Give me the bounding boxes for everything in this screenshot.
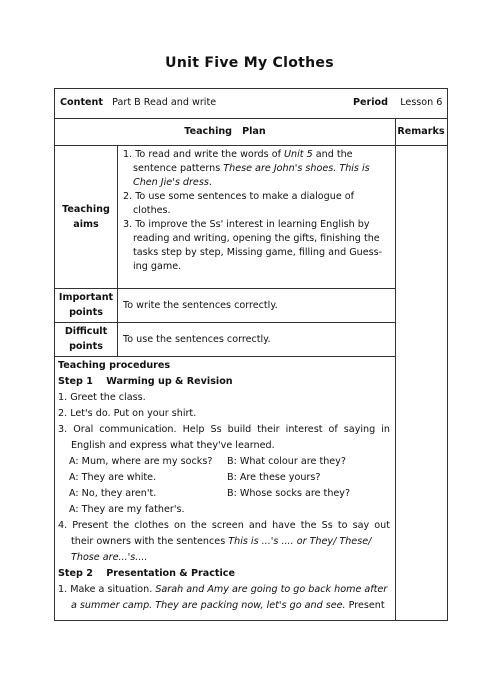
remarks-heading: Remarks: [397, 126, 445, 137]
aim-text: clothes.: [133, 205, 171, 216]
step1-item4-line3: Those are...'s....: [71, 552, 148, 563]
lesson-plan-table: [54, 88, 448, 621]
step1-item3-line1: 3. Oral communication. Help Ss build their interest of saying in: [58, 424, 390, 435]
aim-text: 1. To read and write the words of: [123, 149, 284, 160]
important-label-line1: Important: [58, 292, 114, 303]
dialog-b-line: B: Are these yours?: [227, 472, 321, 483]
difficult-label-line2: points: [69, 341, 103, 352]
aim-3-line3: [123, 246, 387, 260]
important-label-line2: points: [69, 307, 103, 318]
aim-1-line2: [123, 162, 387, 176]
aim-1: [123, 148, 387, 274]
aim-2-line2: [123, 204, 387, 218]
step2-line2: [71, 599, 385, 613]
aim-text: tasks step by step, Missing game, filling and Guess-: [133, 247, 383, 258]
row-divider: [55, 322, 395, 323]
period-row: [353, 96, 442, 110]
step1-item4-line1: 4. Present the clothes on the screen and have the Ss to say out: [58, 520, 390, 531]
step1-item4-line2: [71, 535, 371, 549]
step1-heading: Step 1 Warming up & Revision: [58, 376, 233, 387]
aim-3-line2: [123, 232, 387, 246]
teaching-aims-label-line1: Teaching: [62, 204, 110, 215]
teaching-aims-label: [55, 202, 117, 232]
aim-text-italic: Unit 5: [284, 149, 313, 160]
step1-item3-line2: English and express what they've learned.: [71, 440, 275, 451]
aim-3-line1: [123, 218, 387, 232]
step1-item1: 1. Greet the class.: [58, 392, 146, 403]
content-value: Part B Read and write: [112, 97, 217, 108]
remarks-divider: [395, 118, 396, 620]
label-column-divider: [117, 145, 118, 356]
dialog-a-line: A: Mum, where are my socks?: [69, 456, 213, 467]
item4-text-italic: This is ...'s .... or They/ These/: [228, 536, 372, 547]
row-divider: [55, 288, 395, 289]
teaching-plan-heading: Teaching Plan: [184, 126, 266, 137]
step2-heading: Step 2 Presentation & Practice: [58, 568, 235, 579]
aim-text: ing game.: [133, 261, 182, 272]
aim-text: and the: [312, 149, 353, 160]
aim-text: sentence patterns: [133, 163, 224, 174]
important-points-label: [55, 290, 117, 320]
item4-text: their owners with the sentences: [71, 536, 229, 547]
teaching-aims-label-line2: aims: [73, 219, 99, 230]
content-row: [60, 96, 216, 110]
aim-text: 2. To use some sentences to make a dialogue of: [123, 191, 355, 202]
page-title: Unit Five My Clothes: [165, 55, 334, 71]
step2-text: Present: [345, 600, 385, 611]
aim-text: 3. To improve the Ss' interest in learning English by: [123, 219, 370, 230]
step2-line1: [58, 583, 387, 597]
dialog-b-line: B: What colour are they?: [227, 456, 346, 467]
row-divider: [55, 118, 447, 119]
row-divider: [55, 145, 447, 146]
content-label: Content: [60, 97, 103, 108]
difficult-points-text: To use the sentences correctly.: [123, 334, 271, 345]
aim-1-line1: [123, 148, 387, 162]
period-label: Period: [353, 97, 389, 108]
step1-item2: 2. Let's do. Put on your shirt.: [58, 408, 197, 419]
procedures-heading: Teaching procedures: [58, 360, 171, 371]
aim-text-italic: These are John's shoes. This is: [223, 163, 370, 174]
aim-1-line3: [123, 176, 387, 190]
aim-3-line4: [123, 260, 387, 274]
difficult-points-label: [55, 324, 117, 354]
row-divider: [55, 356, 395, 357]
important-points-text: To write the sentences correctly.: [123, 300, 278, 311]
dialog-a-line: A: They are white.: [69, 472, 157, 483]
dialog-a-line: A: No, they aren't.: [69, 488, 157, 499]
period-value: Lesson 6: [400, 97, 443, 108]
step2-text-italic: a summer camp. They are packing now, let's go and see.: [71, 600, 346, 611]
difficult-label-line1: Difficult: [64, 326, 108, 337]
step2-text: 1. Make a situation.: [58, 584, 156, 595]
aim-2-line1: [123, 190, 387, 204]
aim-text: reading and writing, opening the gifts, finishing the: [133, 233, 380, 244]
aim-text-italic: Chen Jie's dress: [133, 177, 209, 188]
step2-text-italic: Sarah and Amy are going to go back home after: [155, 584, 388, 595]
dialog-b-line: B: Whose socks are they?: [227, 488, 351, 499]
dialog-a-line: A: They are my father's.: [69, 504, 185, 515]
aim-text: .: [208, 177, 212, 188]
